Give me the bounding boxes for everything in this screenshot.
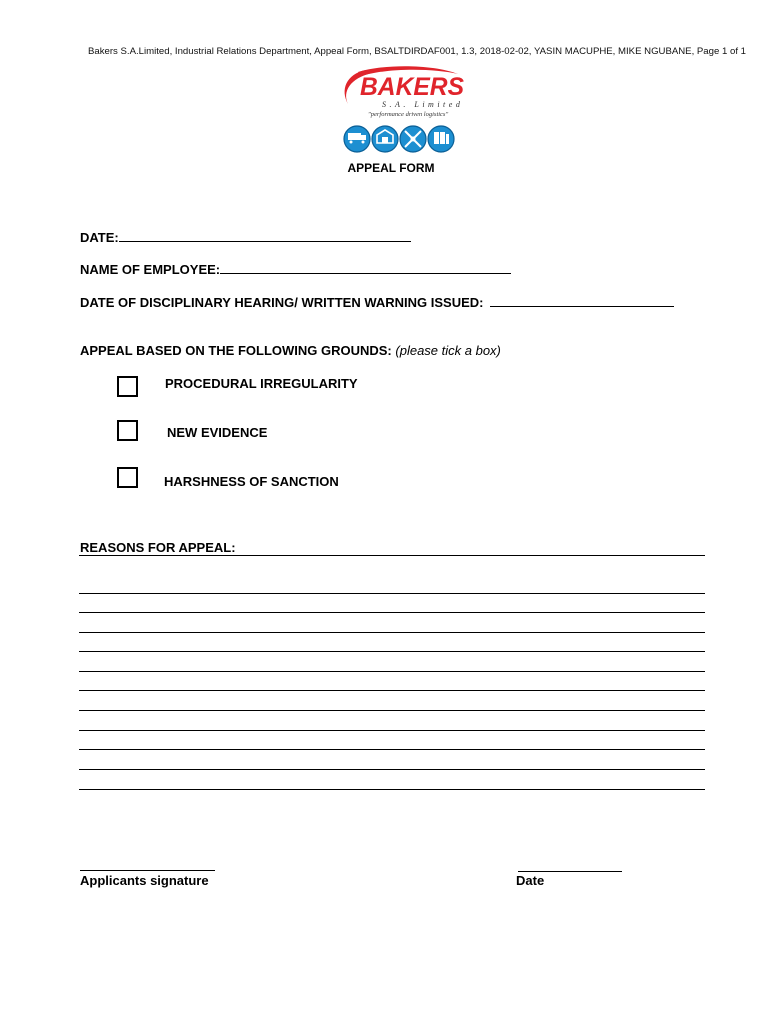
- reasons-line[interactable]: [79, 769, 705, 770]
- reasons-line[interactable]: [79, 730, 705, 731]
- reasons-line[interactable]: [79, 593, 705, 594]
- signature-date-line[interactable]: [518, 871, 622, 872]
- option-procedural-irregularity: PROCEDURAL IRREGULARITY: [165, 376, 358, 391]
- reasons-line[interactable]: [79, 555, 705, 556]
- hearing-date-line[interactable]: [490, 295, 674, 307]
- form-title: APPEAL FORM: [347, 161, 435, 175]
- reasons-line[interactable]: [79, 710, 705, 711]
- distribution-icon: [400, 126, 426, 152]
- signature-label: Applicants signature: [80, 873, 209, 888]
- signature-date-label: Date: [516, 873, 545, 888]
- employee-label: NAME OF EMPLOYEE:: [80, 262, 221, 277]
- logo-brand: BAKERS: [360, 73, 465, 101]
- document-header: Bakers S.A.Limited, Industrial Relations Department, Appeal Form, BSALTDIRDAF001, 1.3, 2018-02-02, YASIN MACUPHE, MIKE NGUBANE, Page 1 of 1: [88, 46, 746, 57]
- option-new-evidence: NEW EVIDENCE: [167, 425, 268, 440]
- warehousing-icon: [372, 126, 398, 152]
- bakers-logo: [338, 64, 470, 164]
- hearing-date-label: DATE OF DISCIPLINARY HEARING/ WRITTEN WARNING ISSUED:: [80, 295, 484, 310]
- grounds-label: APPEAL BASED ON THE FOLLOWING GROUNDS:: [80, 343, 392, 358]
- reasons-line[interactable]: [79, 789, 705, 790]
- reasons-line[interactable]: [79, 651, 705, 652]
- hearing-date-field[interactable]: [80, 295, 674, 310]
- checkbox-harshness-of-sanction[interactable]: [117, 467, 138, 488]
- checkbox-new-evidence[interactable]: [117, 420, 138, 441]
- date-line[interactable]: [119, 230, 411, 242]
- reasons-line[interactable]: [79, 690, 705, 691]
- reasons-line[interactable]: [79, 749, 705, 750]
- transport-icon: [344, 126, 370, 152]
- logo-sub: S.A. Limited: [382, 100, 464, 109]
- reasons-line[interactable]: [79, 612, 705, 613]
- employee-field[interactable]: [80, 262, 511, 277]
- date-label: DATE:: [80, 230, 119, 245]
- grounds-hint: (please tick a box): [395, 343, 501, 358]
- reasons-label: REASONS FOR APPEAL:: [80, 540, 236, 555]
- containerised-cargo-icon: [428, 126, 454, 152]
- reasons-line[interactable]: [79, 632, 705, 633]
- reasons-line[interactable]: [79, 671, 705, 672]
- checkbox-procedural-irregularity[interactable]: [117, 376, 138, 397]
- signature-line[interactable]: [80, 870, 215, 871]
- logo-tagline: "performance driven logistics": [368, 111, 449, 118]
- employee-line[interactable]: [220, 262, 511, 274]
- date-field[interactable]: [80, 230, 411, 245]
- grounds-heading: [80, 343, 501, 358]
- option-harshness-of-sanction: HARSHNESS OF SANCTION: [164, 474, 339, 489]
